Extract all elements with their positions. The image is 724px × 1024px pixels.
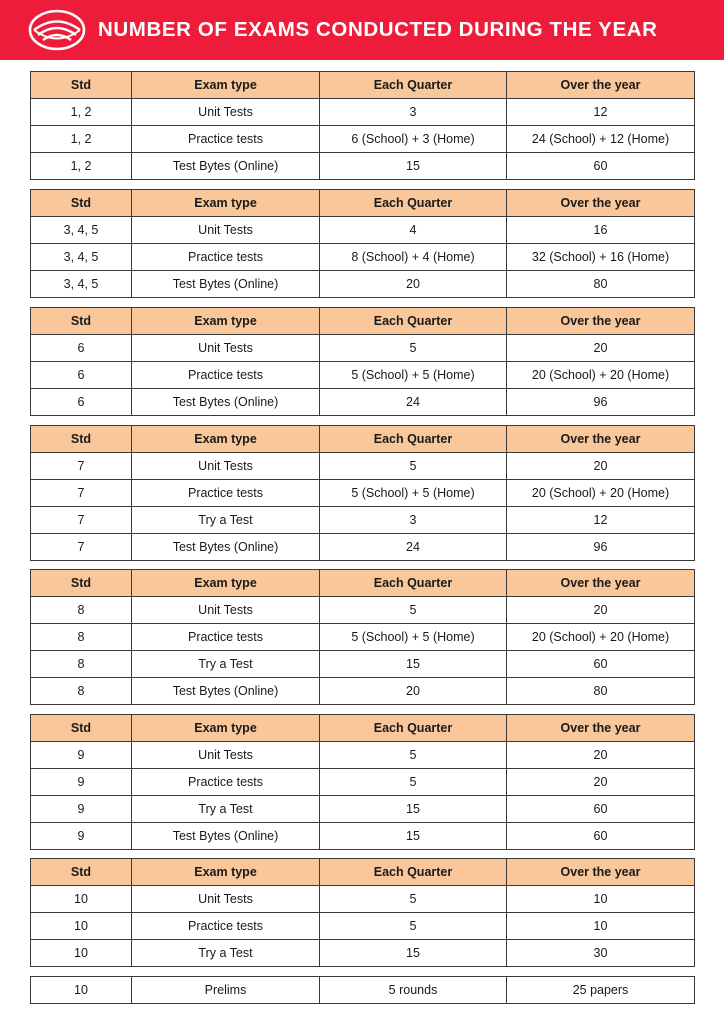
std-cell: 6	[31, 335, 132, 362]
each-quarter-cell: 15	[320, 153, 507, 180]
table-row	[31, 335, 695, 362]
std-cell: 10	[31, 977, 132, 1004]
std-cell: 3, 4, 5	[31, 244, 132, 271]
each-quarter-cell: 3	[320, 99, 507, 126]
over-the-year-cell: 24 (School) + 12 (Home)	[507, 126, 695, 153]
exam-type-cell: Practice tests	[132, 362, 320, 389]
table-row	[31, 271, 695, 298]
exam-table	[30, 858, 695, 967]
exam-type-cell: Test Bytes (Online)	[132, 153, 320, 180]
std-cell: 1, 2	[31, 126, 132, 153]
std-cell: 1, 2	[31, 153, 132, 180]
exam-table	[30, 425, 695, 561]
over-the-year-cell: 30	[507, 940, 695, 967]
each-quarter-cell: 15	[320, 940, 507, 967]
table-row	[31, 153, 695, 180]
page-title: NUMBER OF EXAMS CONDUCTED DURING THE YEAR	[98, 18, 658, 41]
table-row	[31, 651, 695, 678]
each-quarter-header: Each Quarter	[320, 308, 507, 335]
over-the-year-cell: 20	[507, 742, 695, 769]
table-row	[31, 742, 695, 769]
std-header: Std	[31, 72, 132, 99]
exam-type-header: Exam type	[132, 859, 320, 886]
std-header: Std	[31, 308, 132, 335]
each-quarter-cell: 5 rounds	[320, 977, 507, 1004]
each-quarter-cell: 5 (School) + 5 (Home)	[320, 480, 507, 507]
std-cell: 6	[31, 362, 132, 389]
exam-type-cell: Prelims	[132, 977, 320, 1004]
over-the-year-cell: 32 (School) + 16 (Home)	[507, 244, 695, 271]
exam-type-cell: Practice tests	[132, 624, 320, 651]
each-quarter-cell: 8 (School) + 4 (Home)	[320, 244, 507, 271]
exam-type-cell: Try a Test	[132, 796, 320, 823]
std-cell: 10	[31, 913, 132, 940]
over-the-year-cell: 25 papers	[507, 977, 695, 1004]
exam-type-cell: Test Bytes (Online)	[132, 678, 320, 705]
over-the-year-header: Over the year	[507, 308, 695, 335]
over-the-year-cell: 96	[507, 389, 695, 416]
over-the-year-cell: 60	[507, 796, 695, 823]
exam-type-cell: Try a Test	[132, 651, 320, 678]
table-row	[31, 678, 695, 705]
each-quarter-cell: 5	[320, 453, 507, 480]
over-the-year-cell: 20	[507, 335, 695, 362]
std-header: Std	[31, 570, 132, 597]
table-row	[31, 507, 695, 534]
std-cell: 9	[31, 796, 132, 823]
each-quarter-cell: 4	[320, 217, 507, 244]
over-the-year-cell: 60	[507, 651, 695, 678]
each-quarter-cell: 5	[320, 742, 507, 769]
over-the-year-cell: 10	[507, 913, 695, 940]
exam-table	[30, 307, 695, 416]
std-cell: 3, 4, 5	[31, 271, 132, 298]
over-the-year-cell: 60	[507, 153, 695, 180]
exam-type-cell: Unit Tests	[132, 597, 320, 624]
exam-type-cell: Practice tests	[132, 244, 320, 271]
std-cell: 6	[31, 389, 132, 416]
exam-type-cell: Test Bytes (Online)	[132, 389, 320, 416]
exam-type-header: Exam type	[132, 570, 320, 597]
table-row	[31, 480, 695, 507]
std-cell: 3, 4, 5	[31, 217, 132, 244]
over-the-year-header: Over the year	[507, 859, 695, 886]
table-header-row	[31, 426, 695, 453]
each-quarter-cell: 15	[320, 651, 507, 678]
each-quarter-cell: 5 (School) + 5 (Home)	[320, 362, 507, 389]
over-the-year-cell: 12	[507, 99, 695, 126]
table-row	[31, 796, 695, 823]
table-header-row	[31, 308, 695, 335]
std-cell: 10	[31, 886, 132, 913]
exam-type-cell: Test Bytes (Online)	[132, 271, 320, 298]
each-quarter-header: Each Quarter	[320, 715, 507, 742]
over-the-year-cell: 96	[507, 534, 695, 561]
each-quarter-header: Each Quarter	[320, 426, 507, 453]
each-quarter-cell: 20	[320, 271, 507, 298]
std-cell: 8	[31, 651, 132, 678]
over-the-year-cell: 12	[507, 507, 695, 534]
table-row	[31, 362, 695, 389]
each-quarter-cell: 15	[320, 796, 507, 823]
exam-table	[30, 71, 695, 180]
std-cell: 7	[31, 534, 132, 561]
each-quarter-cell: 5	[320, 335, 507, 362]
exam-type-cell: Unit Tests	[132, 335, 320, 362]
each-quarter-cell: 15	[320, 823, 507, 850]
table-header-row	[31, 190, 695, 217]
exam-table	[30, 569, 695, 705]
each-quarter-cell: 5	[320, 886, 507, 913]
std-header: Std	[31, 190, 132, 217]
header-banner	[0, 0, 724, 60]
each-quarter-cell: 5	[320, 769, 507, 796]
exam-type-cell: Practice tests	[132, 480, 320, 507]
table-row	[31, 597, 695, 624]
std-cell: 8	[31, 678, 132, 705]
each-quarter-cell: 24	[320, 389, 507, 416]
table-row	[31, 453, 695, 480]
exam-type-cell: Test Bytes (Online)	[132, 823, 320, 850]
exam-type-cell: Unit Tests	[132, 453, 320, 480]
table-row	[31, 217, 695, 244]
over-the-year-cell: 20 (School) + 20 (Home)	[507, 624, 695, 651]
std-header: Std	[31, 715, 132, 742]
exam-type-cell: Practice tests	[132, 769, 320, 796]
over-the-year-cell: 80	[507, 271, 695, 298]
each-quarter-cell: 5	[320, 597, 507, 624]
exam-type-cell: Unit Tests	[132, 886, 320, 913]
over-the-year-header: Over the year	[507, 72, 695, 99]
table-header-row	[31, 570, 695, 597]
over-the-year-header: Over the year	[507, 570, 695, 597]
exam-type-header: Exam type	[132, 715, 320, 742]
each-quarter-cell: 5	[320, 913, 507, 940]
over-the-year-header: Over the year	[507, 715, 695, 742]
each-quarter-header: Each Quarter	[320, 190, 507, 217]
over-the-year-cell: 20 (School) + 20 (Home)	[507, 362, 695, 389]
table-row	[31, 624, 695, 651]
over-the-year-header: Over the year	[507, 426, 695, 453]
table-row	[31, 389, 695, 416]
exam-type-header: Exam type	[132, 190, 320, 217]
exam-type-cell: Unit Tests	[132, 742, 320, 769]
exam-type-cell: Test Bytes (Online)	[132, 534, 320, 561]
over-the-year-cell: 80	[507, 678, 695, 705]
table-row	[31, 244, 695, 271]
std-cell: 7	[31, 453, 132, 480]
table-header-row	[31, 715, 695, 742]
exam-table	[30, 714, 695, 850]
table-header-row	[31, 859, 695, 886]
exam-type-header: Exam type	[132, 72, 320, 99]
table-row	[31, 534, 695, 561]
std-cell: 8	[31, 597, 132, 624]
prelims-table	[30, 976, 695, 1004]
each-quarter-cell: 5 (School) + 5 (Home)	[320, 624, 507, 651]
exam-type-cell: Unit Tests	[132, 217, 320, 244]
table-row	[31, 823, 695, 850]
each-quarter-cell: 6 (School) + 3 (Home)	[320, 126, 507, 153]
each-quarter-header: Each Quarter	[320, 570, 507, 597]
std-cell: 8	[31, 624, 132, 651]
table-row	[31, 977, 695, 1004]
exam-type-header: Exam type	[132, 426, 320, 453]
over-the-year-header: Over the year	[507, 190, 695, 217]
over-the-year-cell: 20	[507, 769, 695, 796]
exam-type-header: Exam type	[132, 308, 320, 335]
logo-icon	[28, 9, 86, 51]
over-the-year-cell: 20 (School) + 20 (Home)	[507, 480, 695, 507]
std-cell: 9	[31, 823, 132, 850]
std-cell: 7	[31, 507, 132, 534]
std-cell: 10	[31, 940, 132, 967]
exam-table	[30, 189, 695, 298]
over-the-year-cell: 20	[507, 453, 695, 480]
table-row	[31, 940, 695, 967]
over-the-year-cell: 16	[507, 217, 695, 244]
exam-type-cell: Try a Test	[132, 507, 320, 534]
table-row	[31, 913, 695, 940]
std-cell: 9	[31, 742, 132, 769]
each-quarter-header: Each Quarter	[320, 72, 507, 99]
each-quarter-cell: 20	[320, 678, 507, 705]
std-cell: 9	[31, 769, 132, 796]
each-quarter-header: Each Quarter	[320, 859, 507, 886]
std-cell: 1, 2	[31, 99, 132, 126]
std-header: Std	[31, 426, 132, 453]
over-the-year-cell: 20	[507, 597, 695, 624]
exam-type-cell: Try a Test	[132, 940, 320, 967]
exam-type-cell: Unit Tests	[132, 99, 320, 126]
each-quarter-cell: 24	[320, 534, 507, 561]
std-header: Std	[31, 859, 132, 886]
table-row	[31, 886, 695, 913]
table-row	[31, 126, 695, 153]
table-row	[31, 99, 695, 126]
exam-type-cell: Practice tests	[132, 126, 320, 153]
std-cell: 7	[31, 480, 132, 507]
over-the-year-cell: 10	[507, 886, 695, 913]
exam-type-cell: Practice tests	[132, 913, 320, 940]
table-row	[31, 769, 695, 796]
over-the-year-cell: 60	[507, 823, 695, 850]
each-quarter-cell: 3	[320, 507, 507, 534]
table-header-row	[31, 72, 695, 99]
